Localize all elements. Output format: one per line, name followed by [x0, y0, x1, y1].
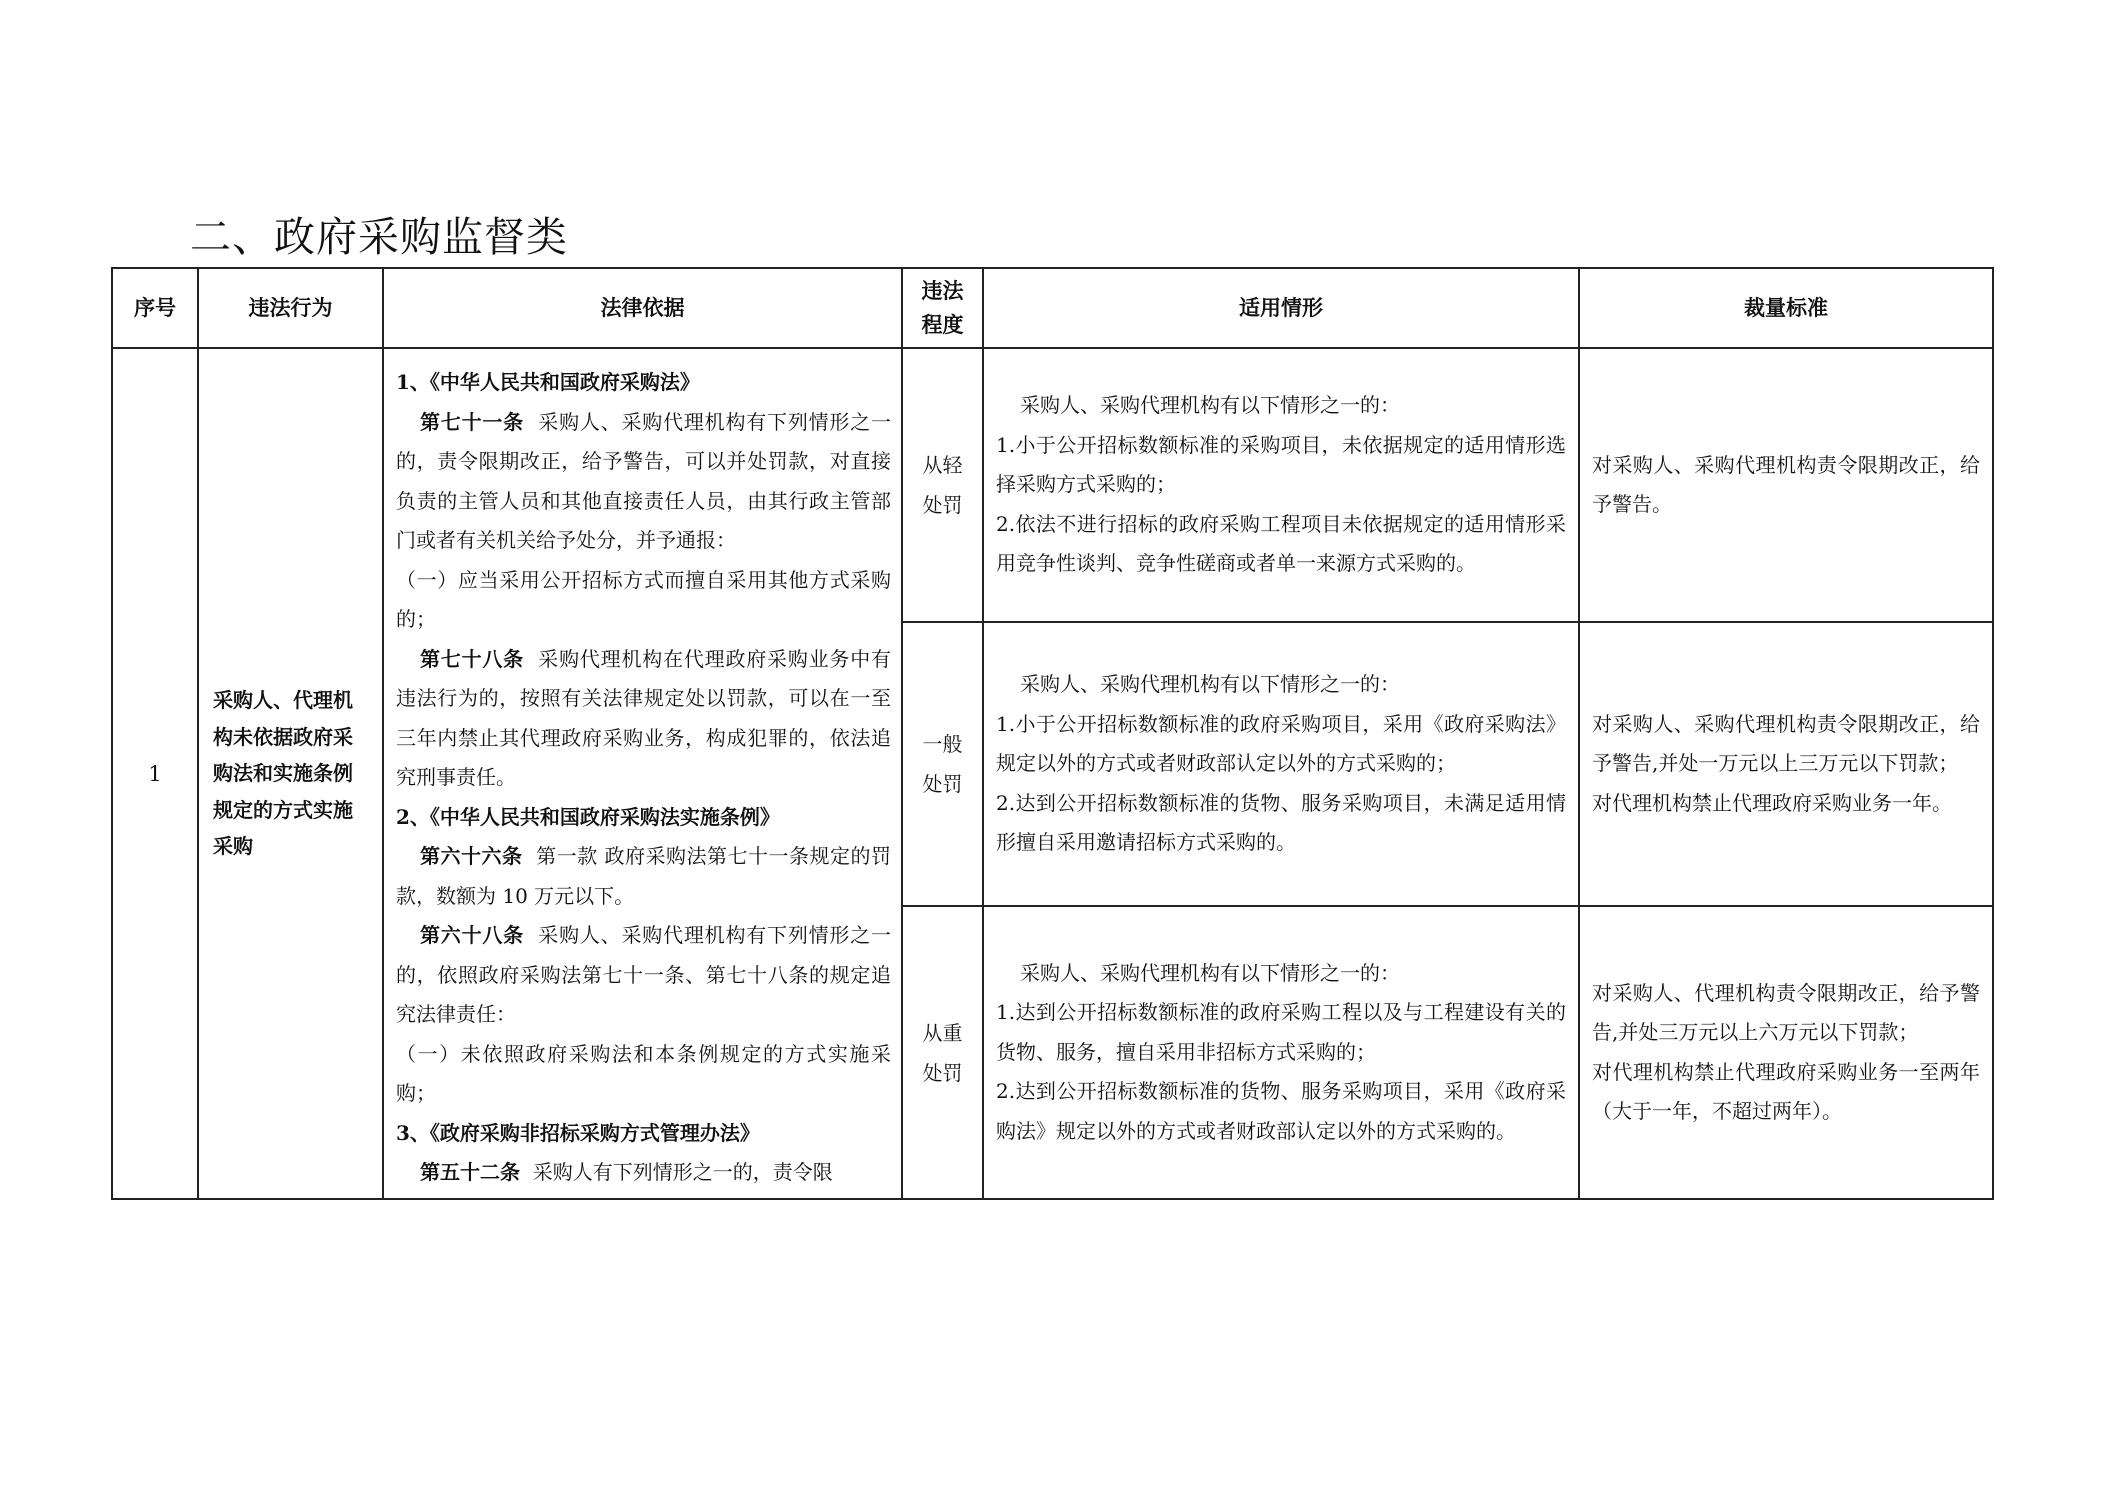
header-basis-label: 法律依据 [600, 296, 685, 320]
situation-light-item-2: 2.依法不进行招标的政府采购工程项目未依据规定的适用情形采用竞争性谈判、竞争性磋商或者单一来源方式采购的。 [996, 511, 1566, 576]
header-degree [901, 267, 984, 349]
standard-general-line-1: 对采购人、采购代理机构责令限期改正，给予警告,并处一万元以上三万元以下罚款； [1592, 711, 1980, 776]
header-seq-label: 序号 [134, 296, 176, 320]
situation-light [982, 347, 1580, 623]
situation-general [982, 621, 1580, 907]
situation-light-item-1: 1.小于公开招标数额标准的采购项目，未依据规定的适用情形选择采购方式采购的； [996, 432, 1566, 497]
article-71-text: 采购人、采购代理机构有下列情形之一的，责令限期改正，给予警告，可以并处罚款，对直接负责的主管人员和其他直接责任人员，由其行政主管部门或者有关机关给予处分，并予通报： [396, 409, 892, 552]
standard-heavy-line-1: 对采购人、代理机构责令限期改正，给予警告,并处三万元以上六万元以下罚款； [1592, 980, 1980, 1044]
situation-general-item-2: 2.达到公开招标数额标准的货物、服务采购项目，未满足适用情形擅自采用邀请招标方式采购的。 [996, 790, 1566, 855]
degree-general [901, 621, 984, 907]
article-52-label: 第五十二条 [420, 1160, 520, 1184]
standard-heavy-line-2: 对代理机构禁止代理政府采购业务一至两年（大于一年，不超过两年）。 [1592, 1059, 1980, 1123]
article-68 [396, 916, 891, 1035]
degree-heavy [901, 905, 984, 1200]
page-title: 二、政府采购监督类 [190, 213, 568, 261]
header-degree-label: 违法程度 [921, 279, 964, 337]
seq-value: 1 [148, 761, 162, 786]
article-71-label: 第七十一条 [420, 409, 524, 434]
header-behavior [197, 267, 384, 349]
article-78-text: 采购代理机构在代理政府采购业务中有违法行为的，按照有关法律规定处以罚款，可以在一至三年内禁止其代理政府采购业务，构成犯罪的，依法追究刑事责任。 [396, 646, 892, 789]
article-68-label: 第六十八条 [420, 923, 524, 947]
seq-cell [111, 347, 199, 1200]
article-52-text: 采购人有下列情形之一的，责令限 [532, 1160, 833, 1184]
standard-light [1578, 347, 1994, 623]
article-78 [396, 640, 891, 798]
law2-title: 2、《中华人民共和国政府采购法实施条例》 [396, 804, 780, 829]
degree-light [901, 347, 984, 623]
article-78-label: 第七十八条 [420, 646, 524, 671]
article-68-item1: （一）未依照政府采购法和本条例规定的方式实施采购； [396, 1041, 891, 1105]
situation-general-item-1: 1.小于公开招标数额标准的政府采购项目，采用《政府采购法》规定以外的方式或者财政部认定以外的方式采购的； [996, 711, 1566, 776]
article-68-text: 采购人、采购代理机构有下列情形之一的，依照政府采购法第七十一条、第七十八条的规定追究法律责任： [396, 923, 892, 1026]
behavior-text: 采购人、代理机构未依据政府采购法和实施条例规定的方式实施采购 [213, 688, 353, 859]
article-71-item1: （一）应当采用公开招标方式而擅自采用其他方式采购的； [396, 567, 891, 631]
header-situation [982, 267, 1580, 349]
situation-heavy-item-2: 2.达到公开招标数额标准的货物、服务采购项目，采用《政府采购法》规定以外的方式或者财政部认定以外的方式采购的。 [996, 1079, 1566, 1143]
situation-light-lead: 采购人、采购代理机构有以下情形之一的： [1020, 393, 1400, 418]
legal-basis-cell [382, 347, 903, 1200]
article-66-label: 第六十六条 [420, 844, 523, 868]
article-66-text: 第一款 政府采购法第七十一条规定的罚款，数额为 10 万元以下。 [396, 844, 892, 908]
standard-light-line-1: 对采购人、采购代理机构责令限期改正，给予警告。 [1592, 452, 1980, 516]
header-basis [382, 267, 903, 349]
article-71 [396, 403, 891, 561]
standard-general-line-2: 对代理机构禁止代理政府采购业务一年。 [1592, 790, 1952, 815]
article-66 [396, 837, 891, 916]
degree-light-label: 从轻处罚 [922, 453, 963, 517]
behavior-cell [197, 347, 384, 1200]
standard-general [1578, 621, 1994, 907]
header-situation-label: 适用情形 [1239, 296, 1323, 320]
law1-title: 1、《中华人民共和国政府采购法》 [396, 370, 700, 394]
header-standard-label: 裁量标准 [1744, 296, 1828, 320]
situation-heavy [982, 905, 1580, 1200]
standard-heavy [1578, 905, 1994, 1200]
degree-heavy-label: 从重处罚 [922, 1020, 963, 1085]
situation-heavy-item-1: 1.达到公开招标数额标准的政府采购工程以及与工程建设有关的货物、服务，擅自采用非招标方式采购的； [996, 1000, 1566, 1064]
header-standard [1578, 267, 1994, 349]
article-52 [396, 1153, 891, 1193]
situation-heavy-lead: 采购人、采购代理机构有以下情形之一的： [1020, 960, 1400, 985]
header-behavior-label: 违法行为 [248, 296, 333, 320]
law3-title: 3、《政府采购非招标采购方式管理办法》 [396, 1120, 760, 1145]
degree-general-label: 一般处罚 [922, 732, 963, 796]
header-seq [111, 267, 199, 349]
situation-general-lead: 采购人、采购代理机构有以下情形之一的： [1020, 672, 1400, 697]
